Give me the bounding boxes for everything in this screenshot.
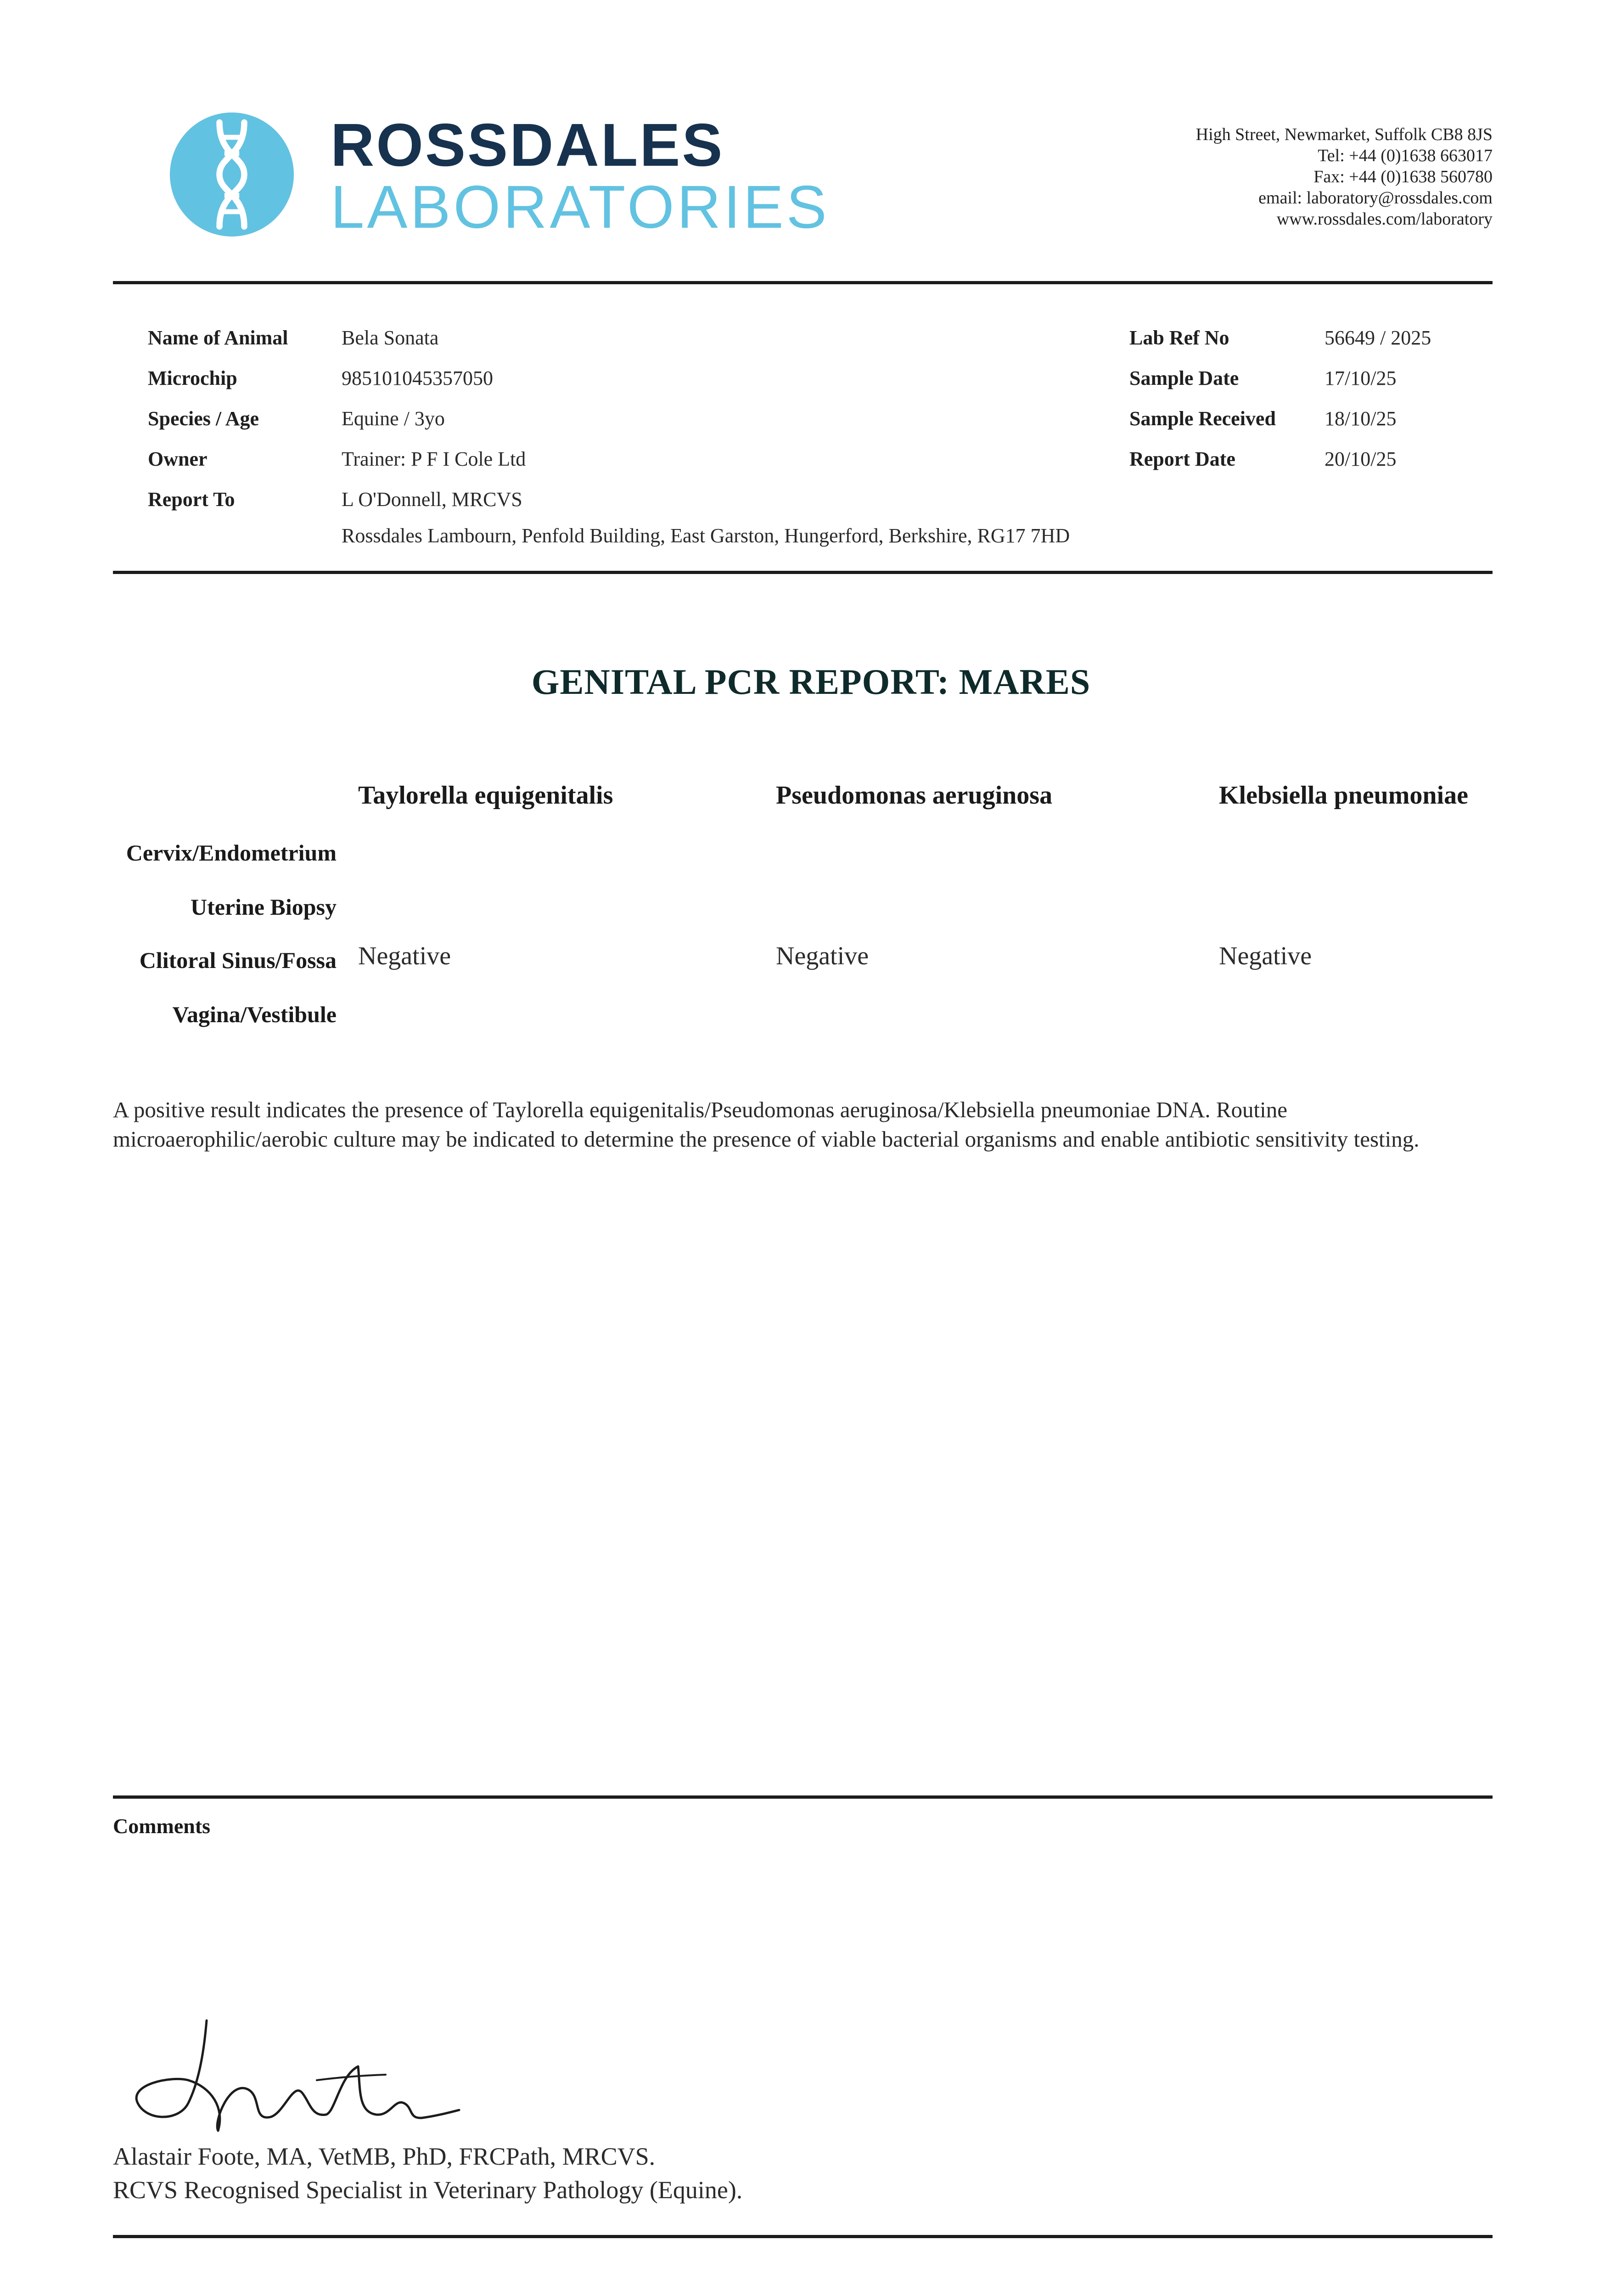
report-date-label: Report Date xyxy=(1129,448,1235,470)
column-klebsiella: Klebsiella pneumoniae xyxy=(1219,781,1468,810)
interpretation-note: A positive result indicates the presence of Taylorella equigenitalis/Pseudomonas aeruginosa/Klebsiella pneumoniae DNA. Routine microaerophilic/aerobic culture may be indicated to determine the presence of viable bacterial organisms and enable antibiotic sensitivity testing. xyxy=(113,1097,1420,1152)
report-to-address: Rossdales Lambourn, Penfold Building, East Garston, Hungerford, Berkshire, RG17 7HD xyxy=(342,524,1070,547)
owner-label: Owner xyxy=(148,448,208,470)
brand-name: ROSSDALES xyxy=(331,111,724,179)
name-label: Name of Animal xyxy=(148,326,288,349)
footer-divider xyxy=(113,2235,1493,2238)
species-value: Equine / 3yo xyxy=(342,407,445,430)
contact-email: email: laboratory@rossdales.com xyxy=(1258,188,1493,208)
contact-tel: Tel: +44 (0)1638 663017 xyxy=(1318,146,1493,165)
column-pseudomonas: Pseudomonas aeruginosa xyxy=(776,781,1053,810)
signatory-title: RCVS Recognised Specialist in Veterinary Pathology (Equine). xyxy=(113,2176,743,2204)
report-title: GENITAL PCR REPORT: MARES xyxy=(531,662,1091,702)
species-label: Species / Age xyxy=(148,407,259,430)
info-divider xyxy=(113,571,1493,574)
sample-received-label: Sample Received xyxy=(1129,407,1276,430)
report-to-value: L O'Donnell, MRCVS xyxy=(342,488,522,511)
sample-date-value: 17/10/25 xyxy=(1325,367,1397,389)
comments-label: Comments xyxy=(113,1814,211,1838)
result-taylorella: Negative xyxy=(358,942,451,970)
lab-ref-value: 56649 / 2025 xyxy=(1325,326,1431,349)
row-clitoral-sinus-fossa: Clitoral Sinus/Fossa xyxy=(139,947,337,973)
signature-image xyxy=(119,2011,468,2140)
microchip-label: Microchip xyxy=(148,367,237,389)
comments-divider xyxy=(113,1795,1493,1799)
sample-date-label: Sample Date xyxy=(1129,367,1239,389)
report-date-value: 20/10/25 xyxy=(1325,448,1397,470)
result-klebsiella: Negative xyxy=(1219,942,1312,970)
contact-address: High Street, Newmarket, Suffolk CB8 8JS xyxy=(1195,125,1493,144)
lab-ref-label: Lab Ref No xyxy=(1129,326,1229,349)
result-pseudomonas: Negative xyxy=(776,942,869,970)
row-cervix-endometrium: Cervix/Endometrium xyxy=(126,840,337,866)
contact-fax: Fax: +44 (0)1638 560780 xyxy=(1313,167,1493,186)
contact-block xyxy=(1079,124,1493,230)
row-vagina-vestibule: Vagina/Vestibule xyxy=(172,1002,337,1027)
row-uterine-biopsy: Uterine Biopsy xyxy=(190,894,337,920)
sample-received-value: 18/10/25 xyxy=(1325,407,1397,430)
animal-name: Bela Sonata xyxy=(342,326,439,349)
microchip-value: 985101045357050 xyxy=(342,367,493,389)
column-taylorella: Taylorella equigenitalis xyxy=(358,781,613,810)
brand-subtitle: LABORATORIES xyxy=(331,173,830,241)
report-to-label: Report To xyxy=(148,488,235,511)
dna-logo-icon xyxy=(170,113,294,236)
contact-website: www.rossdales.com/laboratory xyxy=(1276,209,1493,229)
header-divider xyxy=(113,281,1493,284)
signatory-name: Alastair Foote, MA, VetMB, PhD, FRCPath, MRCVS. xyxy=(113,2143,656,2170)
owner-value: Trainer: P F I Cole Ltd xyxy=(342,448,526,470)
